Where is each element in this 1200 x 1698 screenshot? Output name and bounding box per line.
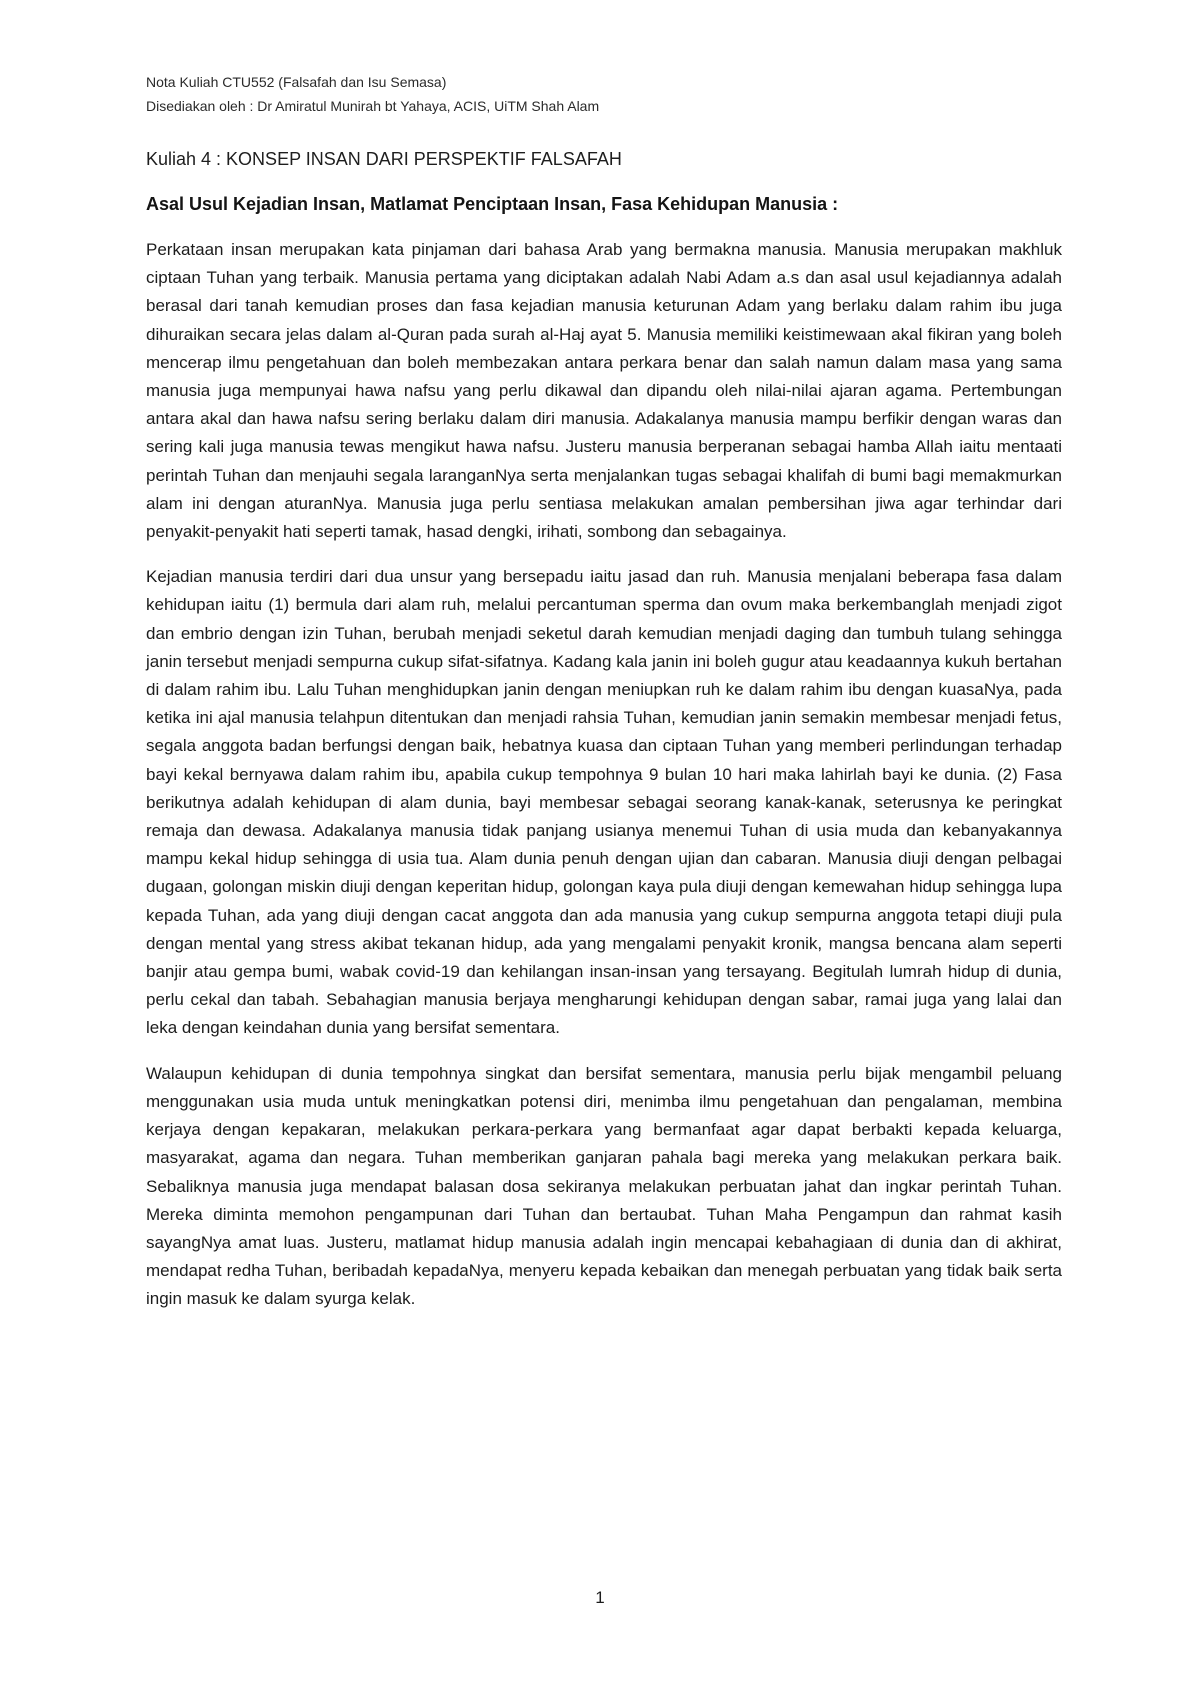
- paragraph-3: Walaupun kehidupan di dunia tempohnya singkat dan bersifat sementara, manusia perlu bijak mengambil peluang menggunakan usia muda untuk meningkatkan potensi diri, menimba ilmu pengetahuan dan pengalaman, membina kerjaya dengan kepakaran, melakukan perkara-perkara yang bermanfaat agar dapat berbakti kepada keluarga, masyarakat, agama dan negara. Tuhan memberikan ganjaran pahala bagi mereka yang melakukan perkara baik. Sebaliknya manusia juga mendapat balasan dosa sekiranya melakukan perbuatan jahat dan ingkar perintah Tuhan. Mereka diminta memohon pengampunan dari Tuhan dan bertaubat. Tuhan Maha Pengampun dan rahmat kasih sayangNya amat luas. Justeru, matlamat hidup manusia adalah ingin mencapai kebahagiaan di dunia dan di akhirat, mendapat redha Tuhan, beribadah kepadaNya, menyeru kepada kebaikan dan menegah perbuatan yang tidak baik serta ingin masuk ke dalam syurga kelak.: [146, 1063, 1062, 1309]
- course-note-title: Nota Kuliah CTU552 (Falsafah dan Isu Semasa): [146, 74, 447, 90]
- paragraph-2: Kejadian manusia terdiri dari dua unsur yang bersepadu iaitu jasad dan ruh. Manusia menjalani beberapa fasa dalam kehidupan iaitu (1) bermula dari alam ruh, melalui percantuman sperma dan ovum maka berkembanglah menjadi zigot dan embrio dengan izin Tuhan, berubah menjadi seketul darah kemudian menjadi daging dan tumbuh tulang sehingga janin tersebut menjadi sempurna cukup sifat-sifatnya. Kadang kala janin ini boleh gugur atau keadaannya kukuh bertahan di dalam rahim ibu. Lalu Tuhan menghidupkan janin dengan meniupkan ruh ke dalam rahim ibu dengan kuasaNya, pada ketika ini ajal manusia telahpun ditentukan dan menjadi rahsia Tuhan, kemudian janin semakin membesar menjadi fetus, segala anggota badan berfungsi dengan baik, hebatnya kuasa dan ciptaan Tuhan yang memberi perlindungan terhadap bayi kekal bernyawa dalam rahim ibu, apabila cukup tempohnya 9 bulan 10 hari maka lahirlah bayi ke dunia. (2) Fasa berikutnya adalah kehidupan di alam dunia, bayi membesar sebagai seorang kanak-kanak, seterusnya ke peringkat remaja dan dewasa. Adakalanya manusia tidak panjang usianya menemui Tuhan di usia muda dan kebanyakannya mampu kekal hidup sehingga di usia tua. Alam dunia penuh dengan ujian dan cabaran. Manusia diuji dengan pelbagai dugaan, golongan miskin diuji dengan keperitan hidup, golongan kaya pula diuji dengan kemewahan hidup sehingga lupa kepada Tuhan, ada yang diuji dengan cacat anggota dan ada manusia yang cukup sempurna anggota tetapi diuji pula dengan mental yang stress akibat tekanan hidup, ada yang mengalami penyakit kronik, mangsa bencana alam seperti banjir atau gempa bumi, wabak covid-19 dan kehilangan insan-insan yang tersayang. Begitulah lumrah hidup di dunia, perlu cekal dan tabah. Sebahagian manusia berjaya mengharungi kehidupan dengan sabar, ramai juga yang lalai dan leka dengan keindahan dunia yang bersifat sementara.: [146, 567, 1062, 1038]
- page-number: 1: [595, 1588, 605, 1607]
- body-text: [146, 236, 1062, 1331]
- section-heading: Asal Usul Kejadian Insan, Matlamat Penciptaan Insan, Fasa Kehidupan Manusia :: [146, 194, 839, 214]
- lecture-title: Kuliah 4 : KONSEP INSAN DARI PERSPEKTIF FALSAFAH: [146, 149, 622, 169]
- document-header: [146, 70, 1066, 118]
- prepared-by-line: Disediakan oleh : Dr Amiratul Munirah bt Yahaya, ACIS, UiTM Shah Alam: [146, 98, 600, 114]
- paragraph-1: Perkataan insan merupakan kata pinjaman dari bahasa Arab yang bermakna manusia. Manusia merupakan makhluk ciptaan Tuhan yang terbaik. Manusia pertama yang diciptakan adalah Nabi Adam a.s dan asal usul kejadiannya adalah berasal dari tanah kemudian proses dan fasa kejadian manusia keturunan Adam yang berlaku dalam rahim ibu juga dihuraikan secara jelas dalam al-Quran pada surah al-Haj ayat 5. Manusia memiliki keistimewaan akal fikiran yang boleh mencerap ilmu pengetahuan dan boleh membezakan antara perkara benar dan salah namun dalam masa yang sama manusia juga mempunyai hawa nafsu yang perlu dikawal dan dipandu oleh nilai-nilai ajaran agama. Pertembungan antara akal dan hawa nafsu sering berlaku dalam diri manusia. Adakalanya manusia mampu berfikir dengan waras dan sering kali juga manusia tewas mengikut hawa nafsu. Justeru manusia berperanan sebagai hamba Allah iaitu mentaati perintah Tuhan dan menjauhi segala laranganNya serta menjalankan tugas sebagai khalifah di bumi bagi memakmurkan alam ini dengan aturanNya. Manusia juga perlu sentiasa melakukan amalan pembersihan jiwa agar terhindar dari penyakit-penyakit hati seperti tamak, hasad dengki, irihati, sombong dan sebagainya.: [146, 240, 1062, 542]
